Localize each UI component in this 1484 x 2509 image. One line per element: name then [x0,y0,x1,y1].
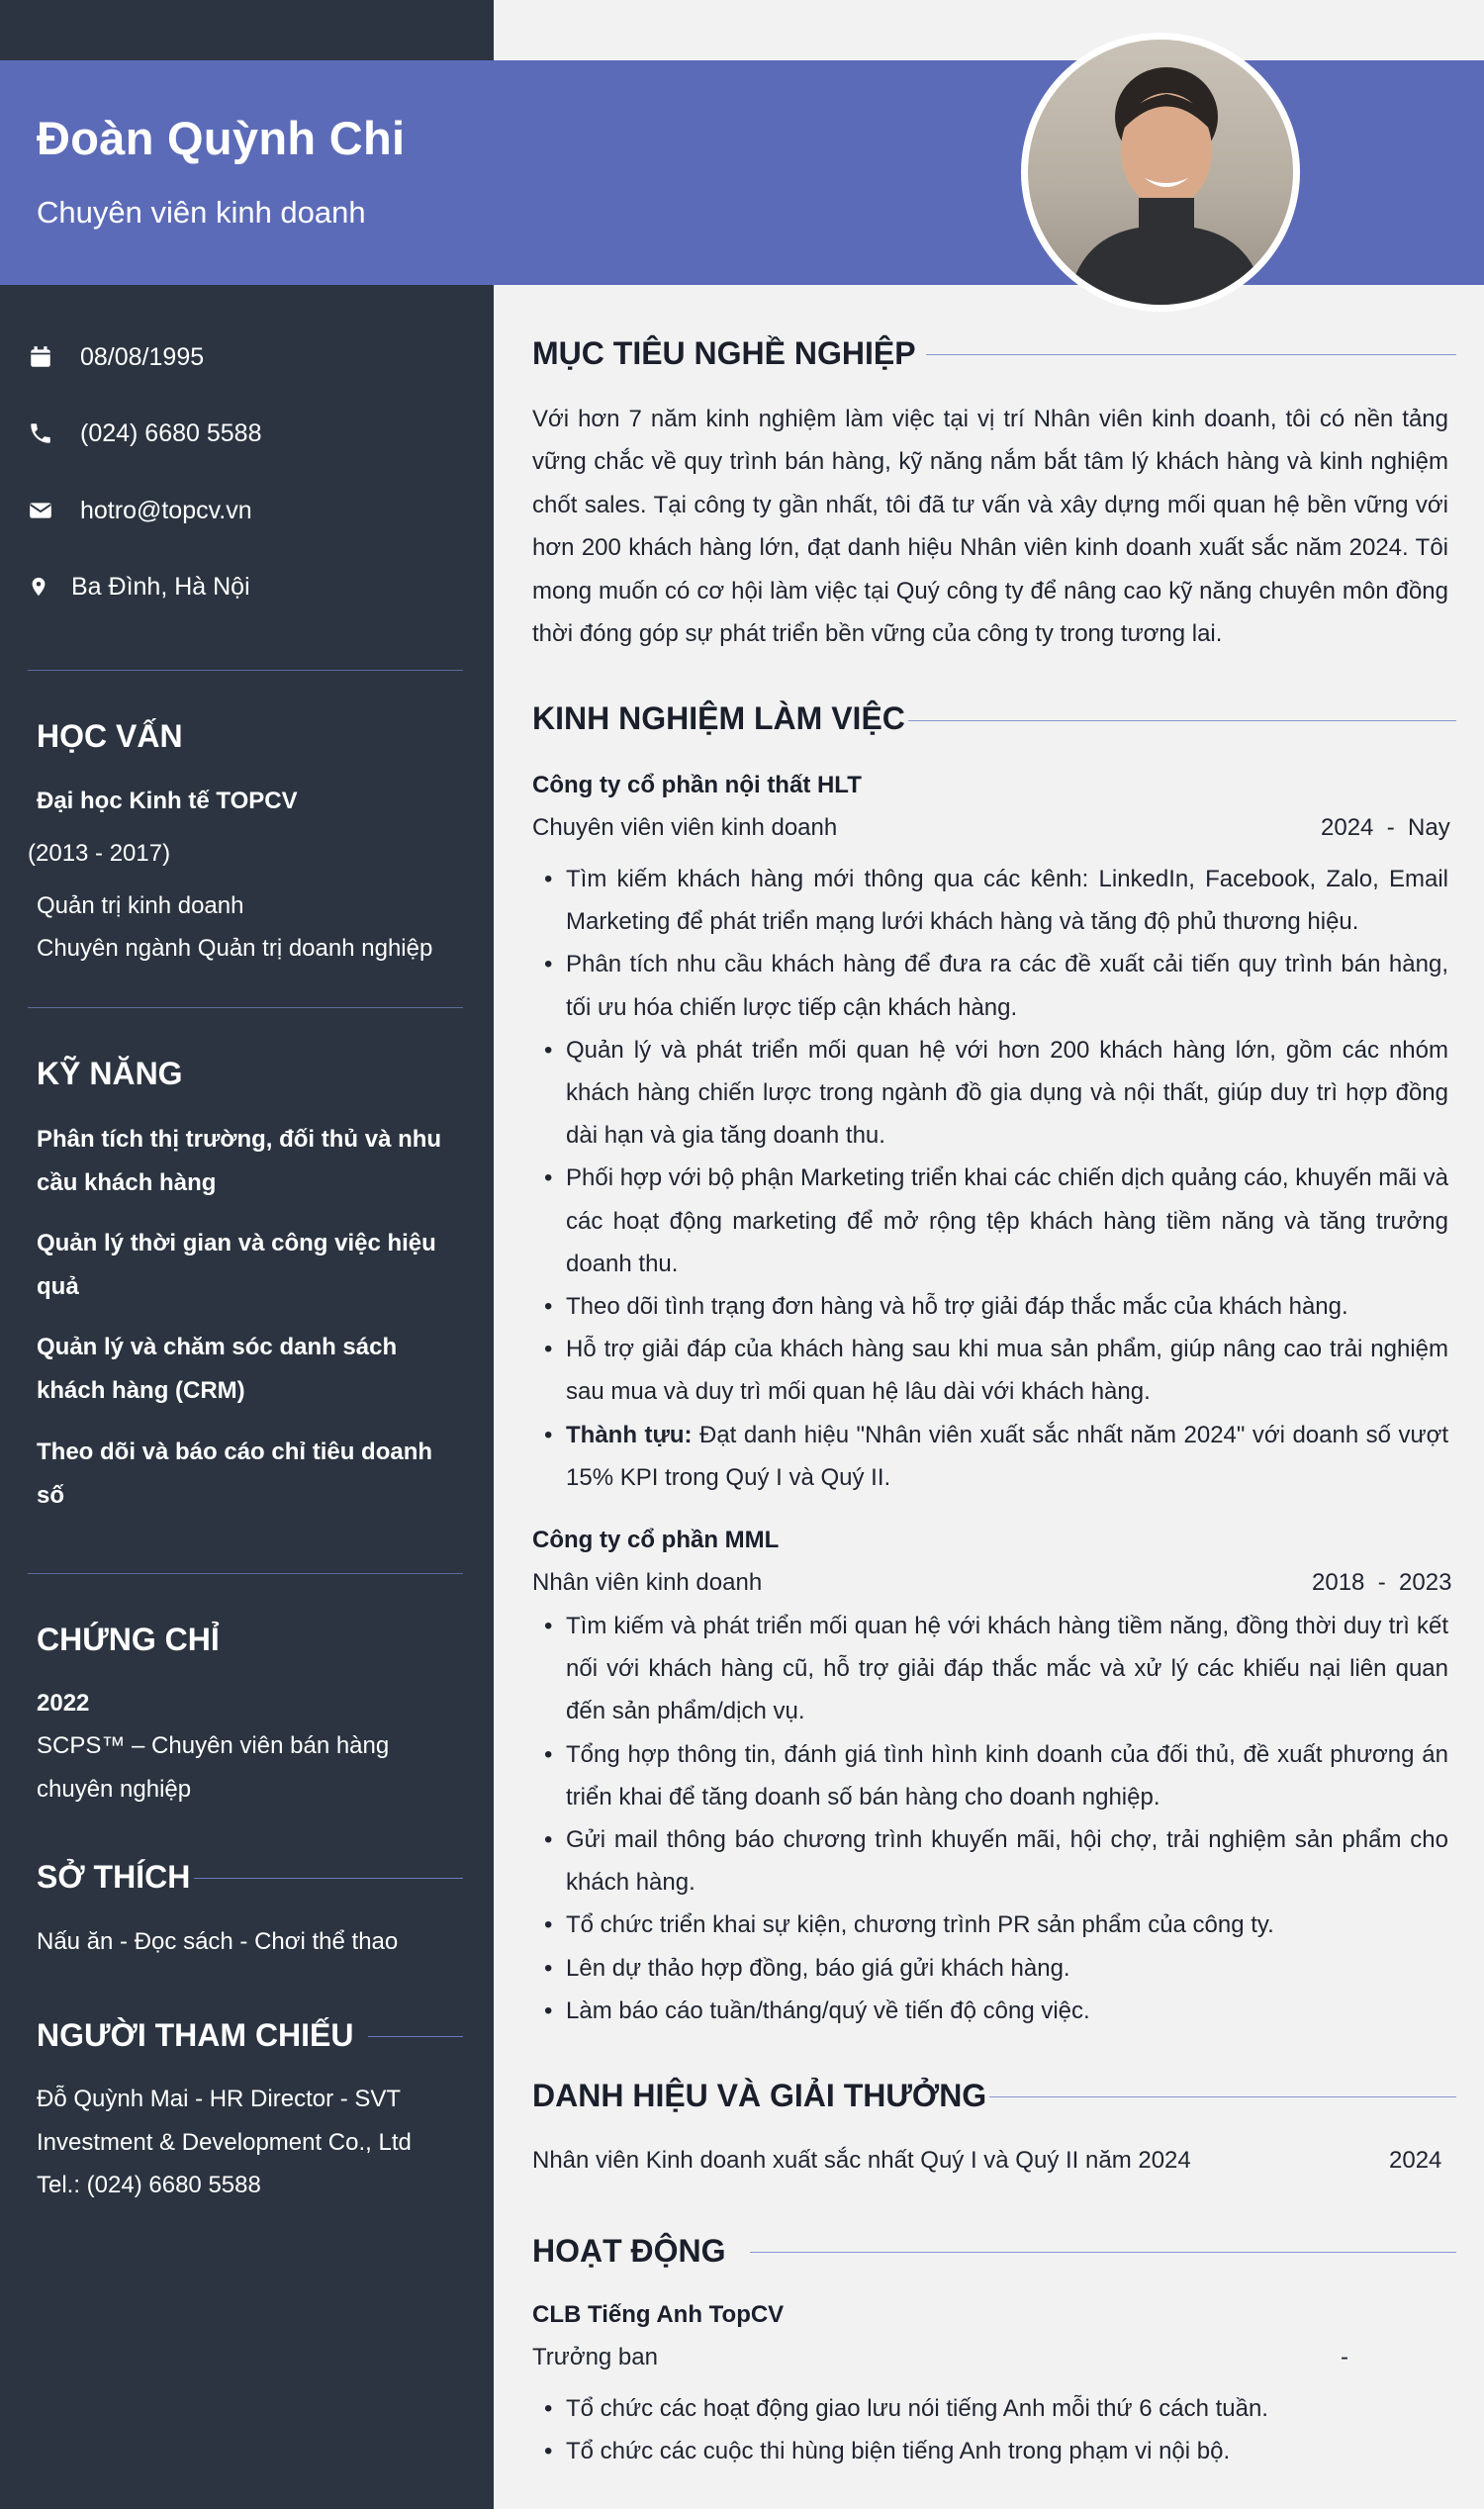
heading-rule [368,2036,463,2037]
job-role: Nhân viên kinh doanh [532,1569,763,1596]
activity-bullet: • Tổ chức các cuộc thi hùng biện tiếng Anh trong phạm vi nội bộ. [532,2430,1448,2472]
job-bullet: • Tổ chức triển khai sự kiện, chương trình PR sản phẩm của công ty. [532,1904,1448,1946]
contact-phone [28,414,261,453]
profile-photo [1028,40,1293,305]
job-company: Công ty cổ phần MML [532,1527,780,1553]
phone-icon [28,420,53,446]
contact-address [28,567,250,606]
activity-bullet-list [532,2387,1448,2472]
education-heading: HỌC VẤN [37,718,183,754]
activity-role: Trưởng ban [532,2344,658,2370]
contact-email [28,491,252,530]
job-period: 2024 - Nay [1321,814,1450,841]
job-bullet: • Hỗ trợ giải đáp của khách hàng sau khi mua sản phẩm, giúp nâng cao trải nghiệm sau mua và duy trì mối quan hệ lâu dài với khách hàng. [532,1328,1448,1413]
job-bullet: • Tìm kiếm và phát triển mối quan hệ với khách hàng tiềm năng, đồng thời duy trì kết nối với khách hàng cũ, hỗ trợ giải đáp thắc mắc và xử lý các khiếu nại liên quan đến sản phẩm/dịch vụ. [532,1605,1448,1733]
skill-item: Quản lý thời gian và công việc hiệu quả [37,1230,436,1300]
skill-item: Theo dõi và báo cáo chỉ tiêu doanh số [37,1439,433,1509]
activity-org: CLB Tiếng Anh TopCV [532,2301,785,2328]
reference-tel: Tel.: (024) 6680 5588 [37,2172,261,2198]
reference-text: Đỗ Quỳnh Mai - HR Director - SVT Investment & Development Co., Ltd [37,2086,412,2156]
job-bullet: • Phối hợp với bộ phận Marketing triển khai các chiến dịch quảng cáo, khuyến mãi và các hoạt động marketing để mở rộng tệp khách hàng tiềm năng và tăng trưởng doanh thu. [532,1157,1448,1285]
sidebar-divider [28,1573,463,1574]
job-bullet: • Quản lý và phát triển mối quan hệ với hơn 200 khách hàng lớn, gồm các nhóm khách hàng chiến lược trong ngành đồ gia dụng và nội thất, giúp duy trì hợp đồng dài hạn và gia tăng doanh thu. [532,1029,1448,1158]
job-bullet: • Làm báo cáo tuần/tháng/quý về tiến độ công việc. [532,1990,1448,2032]
envelope-icon [28,498,53,523]
phone-text: (024) 6680 5588 [80,418,262,447]
references-heading: NGƯỜI THAM CHIẾU [37,2017,354,2053]
avatar [1021,33,1300,312]
education-period: (2013 - 2017) [28,840,171,867]
job-bullet: • Tổng hợp thông tin, đánh giá tình hình kinh doanh của đối thủ, đề xuất phương án triển khai để tăng doanh số bán hàng cho doanh nghiệp. [532,1733,1448,1818]
calendar-icon [28,344,53,370]
education-detail: Chuyên ngành Quản trị doanh nghiệp [37,935,433,962]
sidebar-divider [28,670,463,671]
job-bullet: • Lên dự thảo hợp đồng, báo giá gửi khách hàng. [532,1947,1448,1990]
award-year: 2024 [1389,2147,1442,2174]
activity-bullet: • Tổ chức các hoạt động giao lưu nói tiếng Anh mỗi thứ 6 cách tuần. [532,2387,1448,2430]
job-bullet: • Phân tích nhu cầu khách hàng để đưa ra các đề xuất cải tiến quy trình bán hàng, tối ưu hóa chiến lược tiếp cận khách hàng. [532,943,1448,1028]
heading-rule [989,2096,1456,2097]
education-school: Đại học Kinh tế TOPCV [37,788,298,814]
heading-rule [750,2252,1456,2253]
job-company: Công ty cổ phần nội thất HLT [532,772,862,798]
activities-heading: HOẠT ĐỘNG [532,2233,726,2269]
job-bullet-list [532,1605,1448,2032]
candidate-name: Đoàn Quỳnh Chi [37,112,406,164]
address-text: Ba Đình, Hà Nội [71,572,250,601]
objective-heading: MỤC TIÊU NGHỀ NGHIỆP [532,335,916,371]
email-text: hotro@topcv.vn [80,496,252,524]
achievement-text: Đạt danh hiệu "Nhân viên xuất sắc nhất năm 2024" với doanh số vượt 15% KPI trong Quý I và Quý II. [566,1421,1448,1491]
hobbies-heading: SỞ THÍCH [37,1859,191,1895]
hobbies-text: Nấu ăn - Đọc sách - Chơi thể thao [37,1928,399,1955]
objective-text: Với hơn 7 năm kinh nghiệm làm việc tại vị trí Nhân viên kinh doanh, tôi có nền tảng vững chắc về quy trình bán hàng, kỹ năng nắm bắt tâm lý khách hàng và kinh nghiệm chốt sales. Tại công ty gần nhất, tôi đã tư vấn và xây dựng mối quan hệ bền vững với hơn 200 khách hàng lớn, đạt danh hiệu Nhân viên kinh doanh xuất sắc năm 2024. Tôi mong muốn có cơ hội làm việc tại Quý công ty để nâng cao kỹ năng chuyên môn đồng thời đóng góp sự phát triển bền vững của công ty trong tương lai. [532,406,1448,648]
skill-item: Quản lý và chăm sóc danh sách khách hàng (CRM) [37,1334,398,1404]
achievement-label: Thành tựu: [566,1421,693,1448]
certificate-year: 2022 [37,1690,90,1717]
heading-rule [926,354,1456,355]
job-period: 2018 - 2023 [1312,1569,1452,1596]
education-major: Quản trị kinh doanh [37,892,244,919]
experience-heading: KINH NGHIỆM LÀM VIỆC [532,700,905,736]
heading-rule [194,1878,463,1879]
activity-period: - [1341,2344,1348,2370]
job-bullet-list [532,858,1448,1499]
certificates-heading: CHỨNG CHỈ [37,1622,220,1657]
job-bullet: • Gửi mail thông báo chương trình khuyến mãi, hội chợ, trải nghiệm sản phẩm cho khách hàng. [532,1818,1448,1904]
skill-item: Phân tích thị trường, đối thủ và nhu cầu khách hàng [37,1126,442,1196]
certificate-name: SCPS™ – Chuyên viên bán hàng chuyên nghiệp [37,1732,390,1803]
candidate-job-title: Chuyên viên kinh doanh [37,195,366,230]
award-name: Nhân viên Kinh doanh xuất sắc nhất Quý I và Quý II năm 2024 [532,2147,1191,2174]
contact-birthday [28,337,204,377]
sidebar-divider [28,1007,463,1008]
job-achievement [532,1414,1448,1499]
job-role: Chuyên viên viên kinh doanh [532,814,838,841]
heading-rule [908,720,1456,721]
job-bullet: • Tìm kiếm khách hàng mới thông qua các kênh: LinkedIn, Facebook, Zalo, Email Marketing để phát triển mạng lưới khách hàng và tăng độ phủ thương hiệu. [532,858,1448,943]
birthday-text: 08/08/1995 [80,342,205,371]
job-bullet: • Theo dõi tình trạng đơn hàng và hỗ trợ giải đáp thắc mắc của khách hàng. [532,1285,1448,1328]
awards-heading: DANH HIỆU VÀ GIẢI THƯỞNG [532,2078,987,2113]
skills-heading: KỸ NĂNG [37,1056,183,1091]
location-pin-icon [28,574,49,600]
